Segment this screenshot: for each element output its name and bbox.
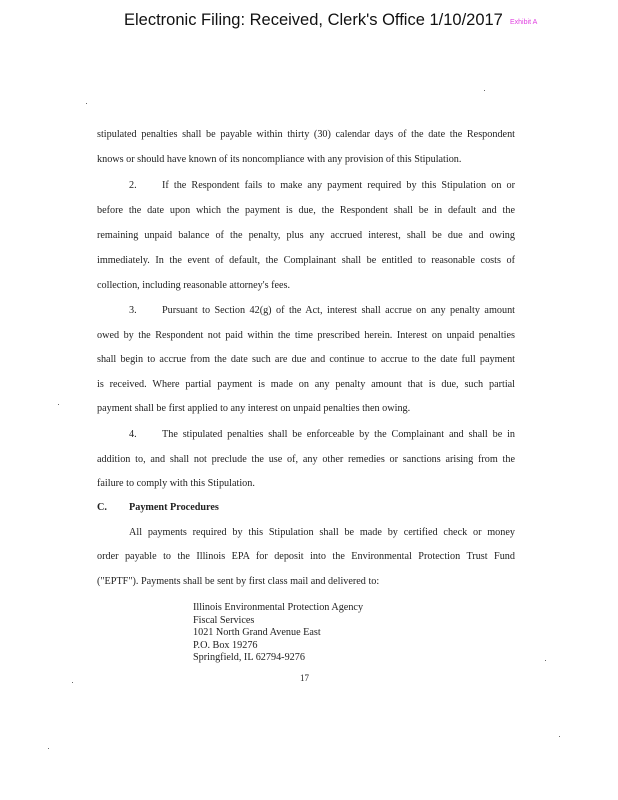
text-line: The stipulated penalties shall be enforceable by the Complainant and shall be in [162,429,515,440]
exhibit-label: Exhibit A [510,19,538,26]
text-line: before the date upon which the payment is due, the Respondent shall be in default and the [97,205,515,216]
paragraph-number: 2. [129,180,137,191]
paragraph-number: 4. [129,429,137,440]
text-line: collection, including reasonable attorney's fees. [97,280,291,291]
address-block [193,602,363,665]
text-line: owed by the Respondent not paid within the time prescribed herein. Interest on unpaid penalties [97,330,515,341]
text-line: If the Respondent fails to make any payment required by this Stipulation on or [162,180,515,191]
text-line: immediately. In the event of default, the Complainant shall be entitled to reasonable costs of [97,255,515,266]
scan-speck [559,736,560,737]
address-line: Illinois Environmental Protection Agency [193,602,364,613]
text-line: payment shall be first applied to any interest on unpaid penalties then owing. [97,403,411,414]
text-line: order payable to the Illinois EPA for deposit into the Environmental Protection Trust Fund [97,551,515,562]
section-title: Payment Procedures [129,502,219,513]
scan-speck [484,90,485,91]
text-line: ("EPTF"). Payments shall be sent by first class mail and delivered to: [97,576,380,587]
text-line: All payments required by this Stipulation shall be made by certified check or money [129,527,515,538]
filing-stamp: Electronic Filing: Received, Clerk's Office 1/10/2017 [124,11,503,29]
text-line: shall begin to accrue from the date such are due and continue to accrue to the date full payment [97,354,515,365]
address-line: 1021 North Grand Avenue East [193,627,321,638]
text-line: remaining unpaid balance of the penalty, plus any accrued interest, shall be due and owing [97,230,515,241]
address-line: P.O. Box 19276 [193,639,258,651]
paragraph-number: 3. [129,305,137,316]
text-line: knows or should have known of its noncompliance with any provision of this Stipulation. [97,154,462,165]
section-letter: C. [97,502,107,513]
scan-speck [48,748,49,749]
scan-speck [58,404,59,405]
scan-speck [545,660,546,661]
page-number: 17 [300,673,309,683]
address-line: Fiscal Services [193,614,255,626]
address-line: Springfield, IL 62794-9276 [193,652,305,663]
text-line: failure to comply with this Stipulation. [97,478,255,489]
scan-speck [86,103,87,104]
text-line: addition to, and shall not preclude the use of, any other remedies or sanctions arising from the [97,454,515,465]
text-line: stipulated penalties shall be payable within thirty (30) calendar days of the date the Respondent [97,129,515,140]
text-line: Pursuant to Section 42(g) of the Act, interest shall accrue on any penalty amount [162,305,515,316]
text-line: is received. Where partial payment is made on any penalty amount that is due, such partial [97,379,515,390]
scan-speck [72,682,73,683]
